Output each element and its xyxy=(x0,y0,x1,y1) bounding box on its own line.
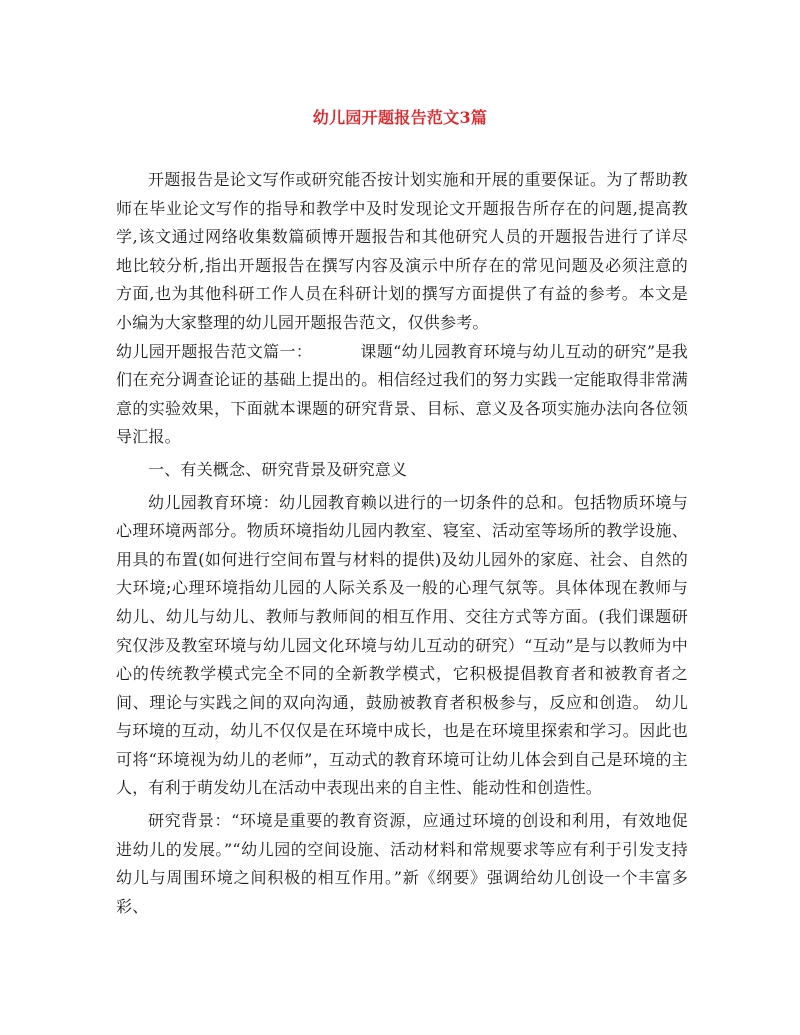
intro-paragraph: 开题报告是论文写作或研究能否按计划实施和开展的重要保证。为了帮助教师在毕业论文写作的指导和教学中及时发现论文开题报告所存在的问题,提高教学,该文通过网络收集数篇硕博开题报告和其他研究人员的开题报告进行了详尽地比较分析,指出开题报告在撰写内容及演示中所存在的常见问题及必须注意的方面,也为其他科研工作人员在科研计划的撰写方面提供了有益的参考。本文是小编为大家整理的幼儿园开题报告范文，仅供参考。 xyxy=(116,170,688,332)
section-paragraph-1 xyxy=(116,338,688,452)
document-title: 幼儿园开题报告范文3篇 xyxy=(312,108,488,127)
article-heading: 幼儿园开题报告范文篇一： xyxy=(116,341,313,361)
background-paragraph: 研究背景：“环境是重要的教育资源，应通过环境的创设和利用，有效地促进幼儿的发展。”“幼儿园的空间设施、活动材料和常规要求等应有利于引发支持幼儿与周围环境之间积极的相互作用。”新《纲要》强调给幼儿创设一个丰富多彩、 xyxy=(116,811,688,916)
section-heading: 一、有关概念、研究背景及研究意义 xyxy=(148,459,408,479)
article-intro: 课题“幼儿园教育环境与幼儿互动的研究”是我们在充分调查论证的基础上提出的。相信经过我们的努力实践一定能取得非常满意的实验效果，下面就本课题的研究背景、目标、意义及各项实施办法向各位领导汇报。 xyxy=(116,341,688,447)
document-body xyxy=(116,166,688,921)
definition-paragraph: 幼儿园教育环境：幼儿园教育赖以进行的一切条件的总和。包括物质环境与心理环境两部分。物质环境指幼儿园内教室、寝室、活动室等场所的教学设施、用具的布置(如何进行空间布置与材料的提供)及幼儿园外的家庭、社会、自然的大环境;心理环境指幼儿园的人际关系及一般的心理气氛等。具体体现在教师与幼儿、幼儿与幼儿、教师与教师间的相互作用、交往方式等方面。(我们课题研究仅涉及教室环境与幼儿园文化环境与幼儿互动的研究）“互动”是与以教师为中心的传统教学模式完全不同的全新教学模式，它积极提倡教育者和被教育者之间、理论与实践之间的双向沟通，鼓励被教育者积极参与，反应和创造。 幼儿与环境的互动，幼儿不仅仅是在环境中成长，也是在环境里探索和学习。因此也可将“环境视为幼儿的老师”，互动式的教育环境可让幼儿体会到自己是环境的主人，有利于萌发幼儿在活动中表现出来的自主性、能动性和创造性。 xyxy=(116,492,688,798)
